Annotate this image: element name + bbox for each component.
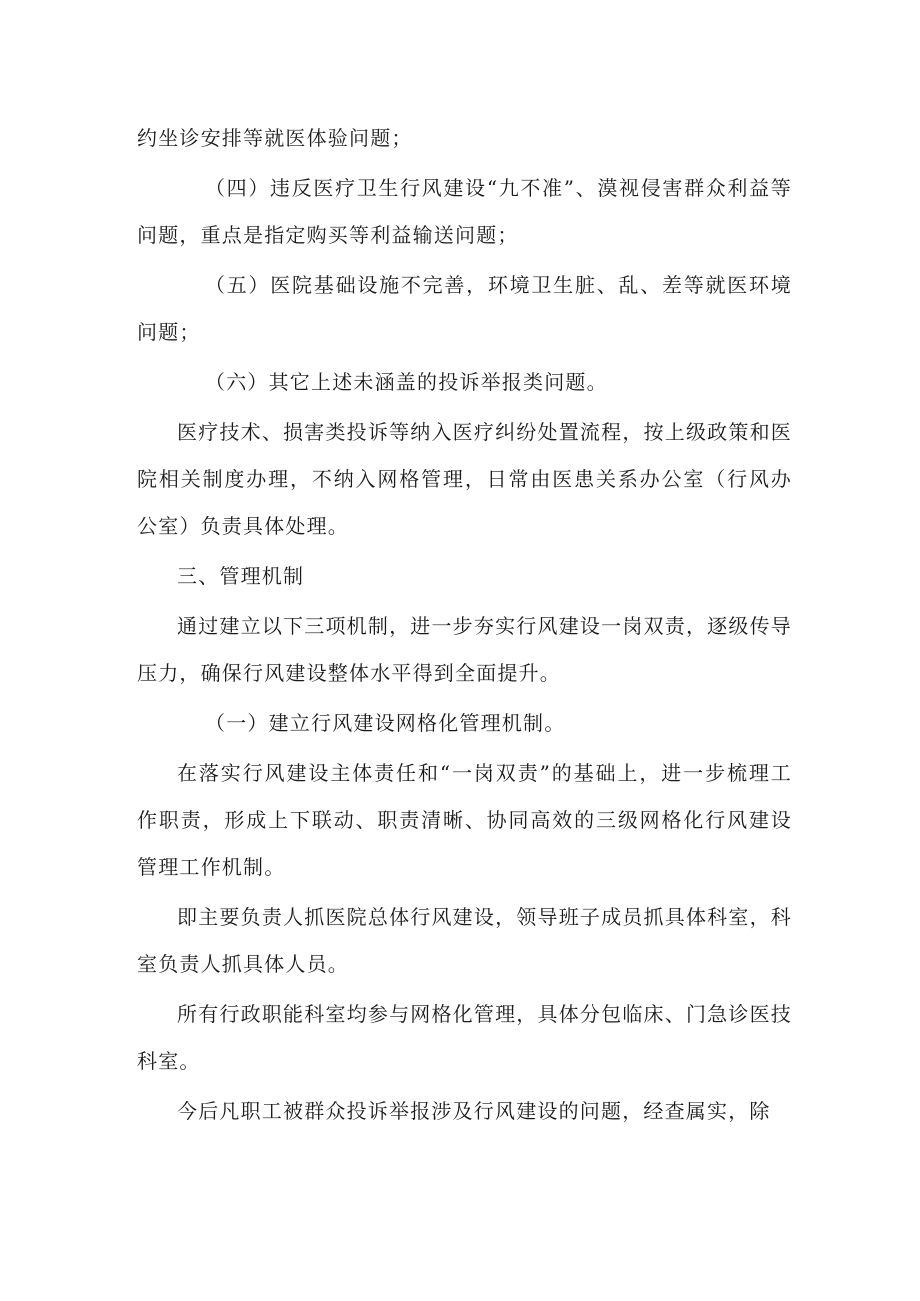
subheading-grid-mechanism: （一）建立行风建设网格化管理机制。: [205, 711, 566, 735]
paragraph-item-5: （五）医院基础设施不完善，环境卫生脏、乱、差等就医环境问题；: [137, 273, 792, 344]
section-heading-management-mechanism: 三、管理机制: [177, 564, 305, 588]
paragraph-grid-description: 在落实行风建设主体责任和“一岗双责”的基础上，进一步梳理工作职责，形成上下联动、职责清晰、协同高效的三级网格化行风建设管理工作机制。: [137, 761, 792, 879]
paragraph-1: 约坐诊安排等就医体验问题；: [137, 126, 413, 150]
paragraph-item-6: （六）其它上述未涵盖的投诉举报类问题。: [205, 370, 608, 394]
paragraph-mechanisms-intro: 通过建立以下三项机制，进一步夯实行风建设一岗双责，逐级传导压力，确保行风建设整体水平得到全面提升。: [137, 614, 792, 685]
document-body: [137, 115, 792, 1138]
paragraph-medical-disputes: 医疗技术、损害类投诉等纳入医疗纠纷处置流程，按上级政策和医院相关制度办理，不纳入网格管理，日常由医患关系办公室（行风办公室）负责具体处理。: [137, 420, 792, 538]
paragraph-item-4: （四）违反医疗卫生行风建设“九不准”、漠视侵害群众利益等问题，重点是指定购买等利益输送问题；: [137, 176, 792, 247]
paragraph-leadership-roles: 即主要负责人抓医院总体行风建设，领导班子成员抓具体科室，科室负责人抓具体人员。: [137, 905, 792, 976]
paragraph-admin-departments: 所有行政职能科室均参与网格化管理，具体分包临床、门急诊医技科室。: [137, 1002, 792, 1073]
paragraph-complaints: 今后凡职工被群众投诉举报涉及行风建设的问题，经查属实，除: [177, 1099, 771, 1123]
